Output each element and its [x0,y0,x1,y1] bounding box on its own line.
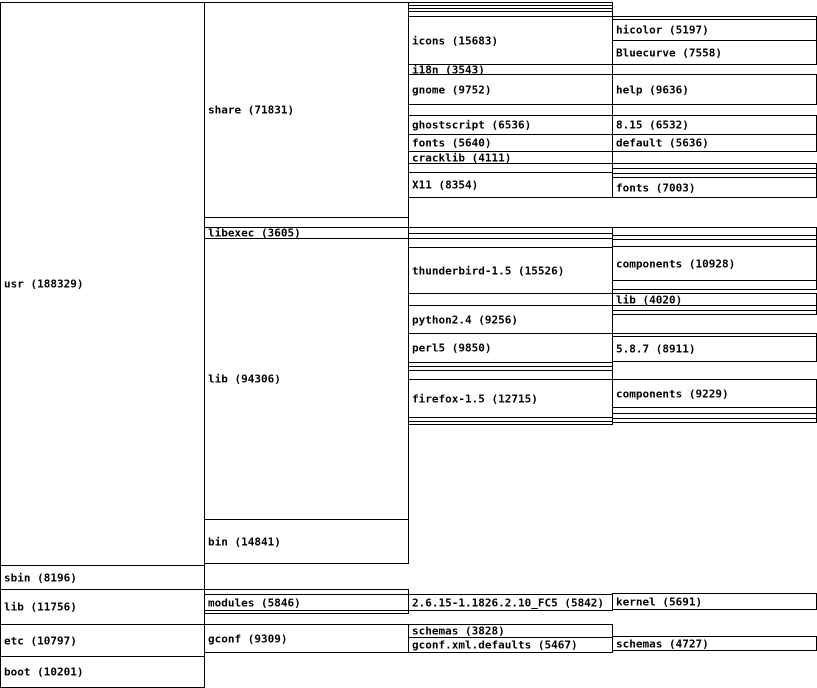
dir-gconf-schemas[interactable] [408,624,613,638]
dir-usr-lib-label: lib (94306) [208,372,281,386]
dir-boot-label: boot (10201) [4,665,84,679]
dir-share-gnome-label: gnome (9752) [412,83,492,96]
dir-xml-defaults-schemas-label: schemas (4727) [616,637,709,650]
dir-share-icons-label: icons (15683) [412,34,499,47]
dir-share-cracklib-label: cracklib (4111) [412,151,512,164]
dir-lib-python-label: python2.4 (9256) [412,313,518,326]
dir-thunderbird-small-1[interactable] [612,280,817,290]
dir-thunderbird-components-label: components (10928) [616,257,736,270]
dir-etc-gconf[interactable] [204,624,409,653]
dir-lib-perl-label: perl5 (9850) [412,341,492,355]
dir-share-x11-label: X11 (8354) [412,178,479,192]
dir-gconf-schemas-label: schemas (3828) [412,624,505,638]
dir-share-fonts[interactable] [408,134,613,152]
dir-kernel[interactable] [612,593,817,610]
dir-usr-bin-label: bin (14841) [208,535,281,548]
dir-thunderbird-small-3[interactable] [612,310,817,315]
dir-icons-hicolor-label: hicolor (5197) [616,23,709,37]
dir-etc[interactable] [0,624,205,657]
dir-lib-modules[interactable] [204,594,409,611]
dir-lib-firefox[interactable] [408,379,613,418]
dir-ghostscript-815-label: 8.15 (6532) [616,118,689,132]
dir-share-i18n-label: i18n (3543) [412,64,485,75]
dir-usr-share[interactable] [204,2,409,218]
dir-sbin-label: sbin (8196) [4,571,77,584]
dir-gconf-xml-defaults-label: gconf.xml.defaults (5467) [412,638,578,652]
dir-lib-label: lib (11756) [4,600,77,614]
dir-boot[interactable] [0,656,205,688]
dir-lib-modules-label: modules (5846) [208,596,301,609]
dir-xml-defaults-schemas[interactable] [612,636,817,651]
dir-sbin[interactable] [0,565,205,590]
dir-usr-lib[interactable] [204,238,409,520]
dir-share-icons[interactable] [408,16,613,65]
dir-share-gnome[interactable] [408,74,613,105]
dir-firefox-small-3[interactable] [612,418,817,423]
dir-icons-hicolor[interactable] [612,19,817,41]
dir-usr-label: usr (188329) [4,277,84,291]
dir-perl-587[interactable] [612,336,817,362]
dir-lib-python[interactable] [408,305,613,334]
dir-etc-label: etc (10797) [4,634,77,647]
dir-lib-small-i[interactable] [408,421,613,425]
dir-usr-bin[interactable] [204,519,409,564]
dir-etc-gconf-label: gconf (9309) [208,632,288,645]
dir-lib-perl[interactable] [408,333,613,363]
dir-modules-kernel-version[interactable] [408,594,613,611]
dir-share-ghostscript[interactable] [408,115,613,135]
dir-icons-bluecurve[interactable] [612,40,817,65]
dir-lib-thunderbird[interactable] [408,247,613,294]
dir-lib-firefox-label: firefox-1.5 (12715) [412,392,538,405]
dir-icons-bluecurve-label: Bluecurve (7558) [616,46,722,59]
dir-fonts-default-label: default (5636) [616,136,709,150]
dir-lib-small-2[interactable] [204,610,409,614]
dir-thunderbird-lib-label: lib (4020) [616,293,683,306]
dir-usr-share-label: share (71831) [208,103,295,117]
dir-thunderbird-components[interactable] [612,246,817,281]
dir-modules-kernel-version-label: 2.6.15-1.1826.2.10_FC5 (5842) [412,596,605,609]
dir-share-x11[interactable] [408,172,613,198]
dir-lib-thunderbird-label: thunderbird-1.5 (15526) [412,264,565,277]
dir-fonts-default[interactable] [612,134,817,152]
dir-gnome-help[interactable] [612,74,817,105]
dir-kernel-label: kernel (5691) [616,595,703,608]
dir-ghostscript-815[interactable] [612,115,817,135]
dir-share-fonts-label: fonts (5640) [412,136,492,150]
dir-x11-fonts-label: fonts (7003) [616,181,696,194]
dir-usr-libexec-label: libexec (3605) [208,227,301,239]
dir-gconf-xml-defaults[interactable] [408,637,613,653]
dir-x11-fonts[interactable] [612,177,817,198]
dir-usr[interactable] [0,2,205,566]
dir-gnome-help-label: help (9636) [616,83,689,96]
dir-share-ghostscript-label: ghostscript (6536) [412,118,532,132]
dir-perl-587-label: 5.8.7 (8911) [616,342,696,356]
dir-firefox-components-label: components (9229) [616,387,729,400]
dir-lib[interactable] [0,589,205,625]
dir-firefox-components[interactable] [612,379,817,408]
